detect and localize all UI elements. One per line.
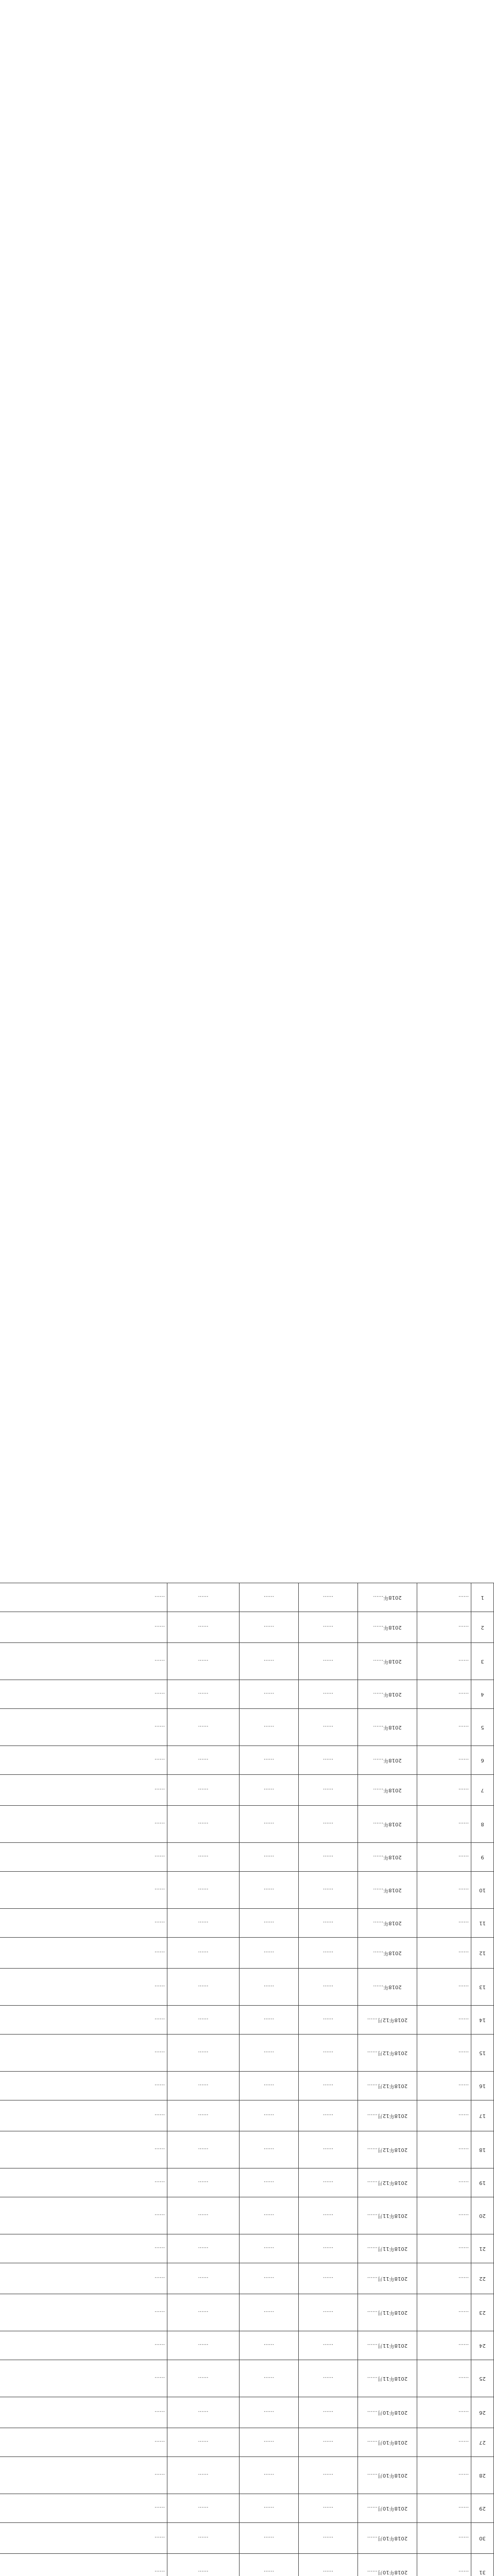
activity-description: ……: [0, 2428, 167, 2457]
table-row: [0, 2494, 494, 2523]
row-index: 27: [471, 2428, 494, 2457]
activity-description: ……: [0, 1680, 167, 1709]
district: ……: [240, 1746, 299, 1775]
venue: ……: [167, 2554, 240, 2576]
table-row: [0, 2263, 494, 2294]
activity-name: ……: [417, 2006, 471, 2035]
organizer: ……: [299, 1583, 358, 1612]
row-index: 6: [471, 1746, 494, 1775]
activity-date: 2018年11月……: [358, 2294, 417, 2331]
row-index: 16: [471, 2072, 494, 2100]
row-index: 11: [471, 1909, 494, 1938]
activity-name: ……: [417, 1775, 471, 1806]
row-index: 18: [471, 2131, 494, 2168]
activity-description: ……: [0, 2294, 167, 2331]
activity-date: 2018年10月……: [358, 2494, 417, 2523]
row-index: 19: [471, 2168, 494, 2197]
organizer: ……: [299, 2428, 358, 2457]
row-index: 12: [471, 1938, 494, 1969]
row-index: 23: [471, 2294, 494, 2331]
venue: ……: [167, 2168, 240, 2197]
activity-description: ……: [0, 2360, 167, 2397]
district: ……: [240, 2072, 299, 2100]
activity-description: ……: [0, 1583, 167, 1612]
organizer: ……: [299, 2360, 358, 2397]
activity-name: ……: [417, 2294, 471, 2331]
activity-name: ……: [417, 1909, 471, 1938]
activity-name: ……: [417, 2100, 471, 2131]
table-row: [0, 2428, 494, 2457]
venue: ……: [167, 1612, 240, 1643]
activity-date: 2018年……: [358, 1969, 417, 2006]
row-index: 2: [471, 1612, 494, 1643]
activity-name: ……: [417, 1643, 471, 1680]
venue: ……: [167, 2131, 240, 2168]
organizer: ……: [299, 1612, 358, 1643]
activity-name: ……: [417, 1746, 471, 1775]
table-row: [0, 1583, 494, 1612]
district: ……: [240, 2006, 299, 2035]
district: ……: [240, 1775, 299, 1806]
activity-date: 2018年……: [358, 1709, 417, 1746]
venue: ……: [167, 1909, 240, 1938]
organizer: ……: [299, 1746, 358, 1775]
activity-description: ……: [0, 2197, 167, 2234]
activity-table-body: [0, 1583, 494, 2576]
activity-name: ……: [417, 2263, 471, 2294]
activity-date: 2018年11月……: [358, 2234, 417, 2263]
activity-description: ……: [0, 2554, 167, 2576]
table-row: [0, 2197, 494, 2234]
table-row: [0, 2072, 494, 2100]
venue: ……: [167, 2523, 240, 2554]
row-index: 14: [471, 2006, 494, 2035]
table-row: [0, 1806, 494, 1843]
table-row: [0, 2168, 494, 2197]
activity-date: 2018年……: [358, 1583, 417, 1612]
activity-date: 2018年……: [358, 1843, 417, 1872]
organizer: ……: [299, 2263, 358, 2294]
organizer: ……: [299, 2523, 358, 2554]
row-index: 25: [471, 2360, 494, 2397]
district: ……: [240, 2397, 299, 2428]
district: ……: [240, 1709, 299, 1746]
venue: ……: [167, 2294, 240, 2331]
row-index: 8: [471, 1806, 494, 1843]
activity-date: 2018年10月……: [358, 2397, 417, 2428]
activity-description: ……: [0, 1612, 167, 1643]
venue: ……: [167, 1709, 240, 1746]
district: ……: [240, 2197, 299, 2234]
activity-name: ……: [417, 1806, 471, 1843]
activity-name: ……: [417, 2072, 471, 2100]
organizer: ……: [299, 1872, 358, 1909]
table-row: [0, 2234, 494, 2263]
district: ……: [240, 2168, 299, 2197]
activity-name: ……: [417, 2360, 471, 2397]
row-index: 20: [471, 2197, 494, 2234]
row-index: 17: [471, 2100, 494, 2131]
activity-description: ……: [0, 1843, 167, 1872]
district: ……: [240, 2100, 299, 2131]
district: ……: [240, 2554, 299, 2576]
district: ……: [240, 1680, 299, 1709]
district: ……: [240, 2131, 299, 2168]
organizer: ……: [299, 1643, 358, 1680]
district: ……: [240, 2428, 299, 2457]
activity-date: 2018年12月……: [358, 2168, 417, 2197]
venue: ……: [167, 2263, 240, 2294]
table-row: [0, 2294, 494, 2331]
row-index: 3: [471, 1643, 494, 1680]
activity-name: ……: [417, 2131, 471, 2168]
row-index: 15: [471, 2035, 494, 2072]
activity-description: ……: [0, 2331, 167, 2360]
row-index: 21: [471, 2234, 494, 2263]
row-index: 26: [471, 2397, 494, 2428]
district: ……: [240, 2035, 299, 2072]
activity-date: 2018年12月……: [358, 2100, 417, 2131]
activity-description: ……: [0, 2397, 167, 2428]
activity-date: 2018年12月……: [358, 2006, 417, 2035]
activity-date: 2018年12月……: [358, 2035, 417, 2072]
venue: ……: [167, 2072, 240, 2100]
activity-date: 2018年11月……: [358, 2197, 417, 2234]
table-row: [0, 1612, 494, 1643]
organizer: ……: [299, 1909, 358, 1938]
activity-date: 2018年12月……: [358, 2131, 417, 2168]
organizer: ……: [299, 2554, 358, 2576]
activity-date: 2018年10月……: [358, 2457, 417, 2494]
activity-name: ……: [417, 2234, 471, 2263]
activity-description: ……: [0, 2263, 167, 2294]
activity-description: ……: [0, 2168, 167, 2197]
organizer: ……: [299, 2072, 358, 2100]
table-row: [0, 2006, 494, 2035]
row-index: 30: [471, 2523, 494, 2554]
organizer: ……: [299, 2197, 358, 2234]
activity-date: 2018年……: [358, 1938, 417, 1969]
organizer: ……: [299, 2234, 358, 2263]
activity-description: ……: [0, 1709, 167, 1746]
district: ……: [240, 1612, 299, 1643]
venue: ……: [167, 2035, 240, 2072]
venue: ……: [167, 1872, 240, 1909]
activity-description: ……: [0, 2523, 167, 2554]
activity-name: ……: [417, 2168, 471, 2197]
district: ……: [240, 1583, 299, 1612]
table-row: [0, 1680, 494, 1709]
district: ……: [240, 1806, 299, 1843]
table-row: [0, 1969, 494, 2006]
activity-date: 2018年……: [358, 1612, 417, 1643]
venue: ……: [167, 2100, 240, 2131]
activity-name: ……: [417, 1938, 471, 1969]
activity-name: ……: [417, 2523, 471, 2554]
table-row: [0, 2100, 494, 2131]
activity-name: ……: [417, 1680, 471, 1709]
activity-date: 2018年……: [358, 1872, 417, 1909]
activity-name: ……: [417, 2428, 471, 2457]
activity-date: 2018年11月……: [358, 2331, 417, 2360]
activity-date: 2018年……: [358, 1775, 417, 1806]
table-row: [0, 1872, 494, 1909]
activity-name: ……: [417, 1583, 471, 1612]
activity-date: 2018年10月……: [358, 2523, 417, 2554]
activity-name: ……: [417, 1843, 471, 1872]
venue: ……: [167, 1806, 240, 1843]
activity-name: ……: [417, 1612, 471, 1643]
organizer: ……: [299, 1806, 358, 1843]
venue: ……: [167, 2234, 240, 2263]
district: ……: [240, 2263, 299, 2294]
venue: ……: [167, 1746, 240, 1775]
venue: ……: [167, 1969, 240, 2006]
district: ……: [240, 1872, 299, 1909]
row-index: 9: [471, 1843, 494, 1872]
organizer: ……: [299, 1843, 358, 1872]
row-index: 24: [471, 2331, 494, 2360]
activity-date: 2018年10月……: [358, 2428, 417, 2457]
row-index: 29: [471, 2494, 494, 2523]
venue: ……: [167, 2494, 240, 2523]
activity-date: 2018年12月……: [358, 2072, 417, 2100]
row-index: 31: [471, 2554, 494, 2576]
activity-name: ……: [417, 2494, 471, 2523]
row-index: 22: [471, 2263, 494, 2294]
venue: ……: [167, 2360, 240, 2397]
row-index: 10: [471, 1872, 494, 1909]
organizer: ……: [299, 2100, 358, 2131]
table-row: [0, 1746, 494, 1775]
venue: ……: [167, 2397, 240, 2428]
table-row: [0, 1843, 494, 1872]
district: ……: [240, 2294, 299, 2331]
organizer: ……: [299, 2457, 358, 2494]
district: ……: [240, 2457, 299, 2494]
table-row: [0, 2331, 494, 2360]
organizer: ……: [299, 2494, 358, 2523]
district: ……: [240, 1643, 299, 1680]
activity-description: ……: [0, 2035, 167, 2072]
row-index: 4: [471, 1680, 494, 1709]
activity-description: ……: [0, 1969, 167, 2006]
table-row: [0, 2457, 494, 2494]
table-row: [0, 1775, 494, 1806]
row-index: 5: [471, 1709, 494, 1746]
organizer: ……: [299, 2131, 358, 2168]
activity-date: 2018年11月……: [358, 2263, 417, 2294]
activity-date: 2018年10月……: [358, 2554, 417, 2576]
activity-description: ……: [0, 1643, 167, 1680]
activity-name: ……: [417, 2554, 471, 2576]
activity-description: ……: [0, 2494, 167, 2523]
activity-date: 2018年……: [358, 1806, 417, 1843]
organizer: ……: [299, 1709, 358, 1746]
district: ……: [240, 1969, 299, 2006]
organizer: ……: [299, 2168, 358, 2197]
row-index: 28: [471, 2457, 494, 2494]
table-row: [0, 2360, 494, 2397]
venue: ……: [167, 1938, 240, 1969]
venue: ……: [167, 2331, 240, 2360]
organizer: ……: [299, 2294, 358, 2331]
activity-date: 2018年11月……: [358, 2360, 417, 2397]
organizer: ……: [299, 1969, 358, 2006]
table-row: [0, 2131, 494, 2168]
venue: ……: [167, 1775, 240, 1806]
activity-table: [0, 1583, 494, 2576]
activity-description: ……: [0, 2100, 167, 2131]
row-index: 13: [471, 1969, 494, 2006]
district: ……: [240, 2360, 299, 2397]
activity-description: ……: [0, 2072, 167, 2100]
activity-date: 2018年……: [358, 1909, 417, 1938]
activity-name: ……: [417, 2397, 471, 2428]
activity-description: ……: [0, 2006, 167, 2035]
activity-description: ……: [0, 1746, 167, 1775]
row-index: 7: [471, 1775, 494, 1806]
venue: ……: [167, 1843, 240, 1872]
district: ……: [240, 1843, 299, 1872]
activity-name: ……: [417, 2197, 471, 2234]
district: ……: [240, 1909, 299, 1938]
activity-name: ……: [417, 1709, 471, 1746]
activity-description: ……: [0, 2131, 167, 2168]
activity-description: ……: [0, 1909, 167, 1938]
table-row: [0, 1643, 494, 1680]
venue: ……: [167, 1643, 240, 1680]
district: ……: [240, 2494, 299, 2523]
organizer: ……: [299, 2006, 358, 2035]
activity-description: ……: [0, 1806, 167, 1843]
organizer: ……: [299, 1775, 358, 1806]
venue: ……: [167, 2006, 240, 2035]
organizer: ……: [299, 1680, 358, 1709]
table-row: [0, 1938, 494, 1969]
activity-name: ……: [417, 2331, 471, 2360]
activity-description: ……: [0, 2457, 167, 2494]
district: ……: [240, 2331, 299, 2360]
table-row: [0, 2554, 494, 2576]
district: ……: [240, 2523, 299, 2554]
activity-name: ……: [417, 1969, 471, 2006]
venue: ……: [167, 2197, 240, 2234]
activity-name: ……: [417, 1872, 471, 1909]
activity-description: ……: [0, 1775, 167, 1806]
table-row: [0, 2523, 494, 2554]
table-row: [0, 2397, 494, 2428]
venue: ……: [167, 2428, 240, 2457]
table-row: [0, 2035, 494, 2072]
district: ……: [240, 2234, 299, 2263]
organizer: ……: [299, 1938, 358, 1969]
activity-description: ……: [0, 2234, 167, 2263]
venue: ……: [167, 1583, 240, 1612]
organizer: ……: [299, 2331, 358, 2360]
activity-date: 2018年……: [358, 1680, 417, 1709]
venue: ……: [167, 2457, 240, 2494]
table-row: [0, 1709, 494, 1746]
activity-description: ……: [0, 1938, 167, 1969]
activity-date: 2018年……: [358, 1746, 417, 1775]
activity-name: ……: [417, 2457, 471, 2494]
activity-description: ……: [0, 1872, 167, 1909]
table-row: [0, 1909, 494, 1938]
activity-date: 2018年……: [358, 1643, 417, 1680]
venue: ……: [167, 1680, 240, 1709]
organizer: ……: [299, 2397, 358, 2428]
row-index: 1: [471, 1583, 494, 1612]
district: ……: [240, 1938, 299, 1969]
organizer: ……: [299, 2035, 358, 2072]
activity-name: ……: [417, 2035, 471, 2072]
